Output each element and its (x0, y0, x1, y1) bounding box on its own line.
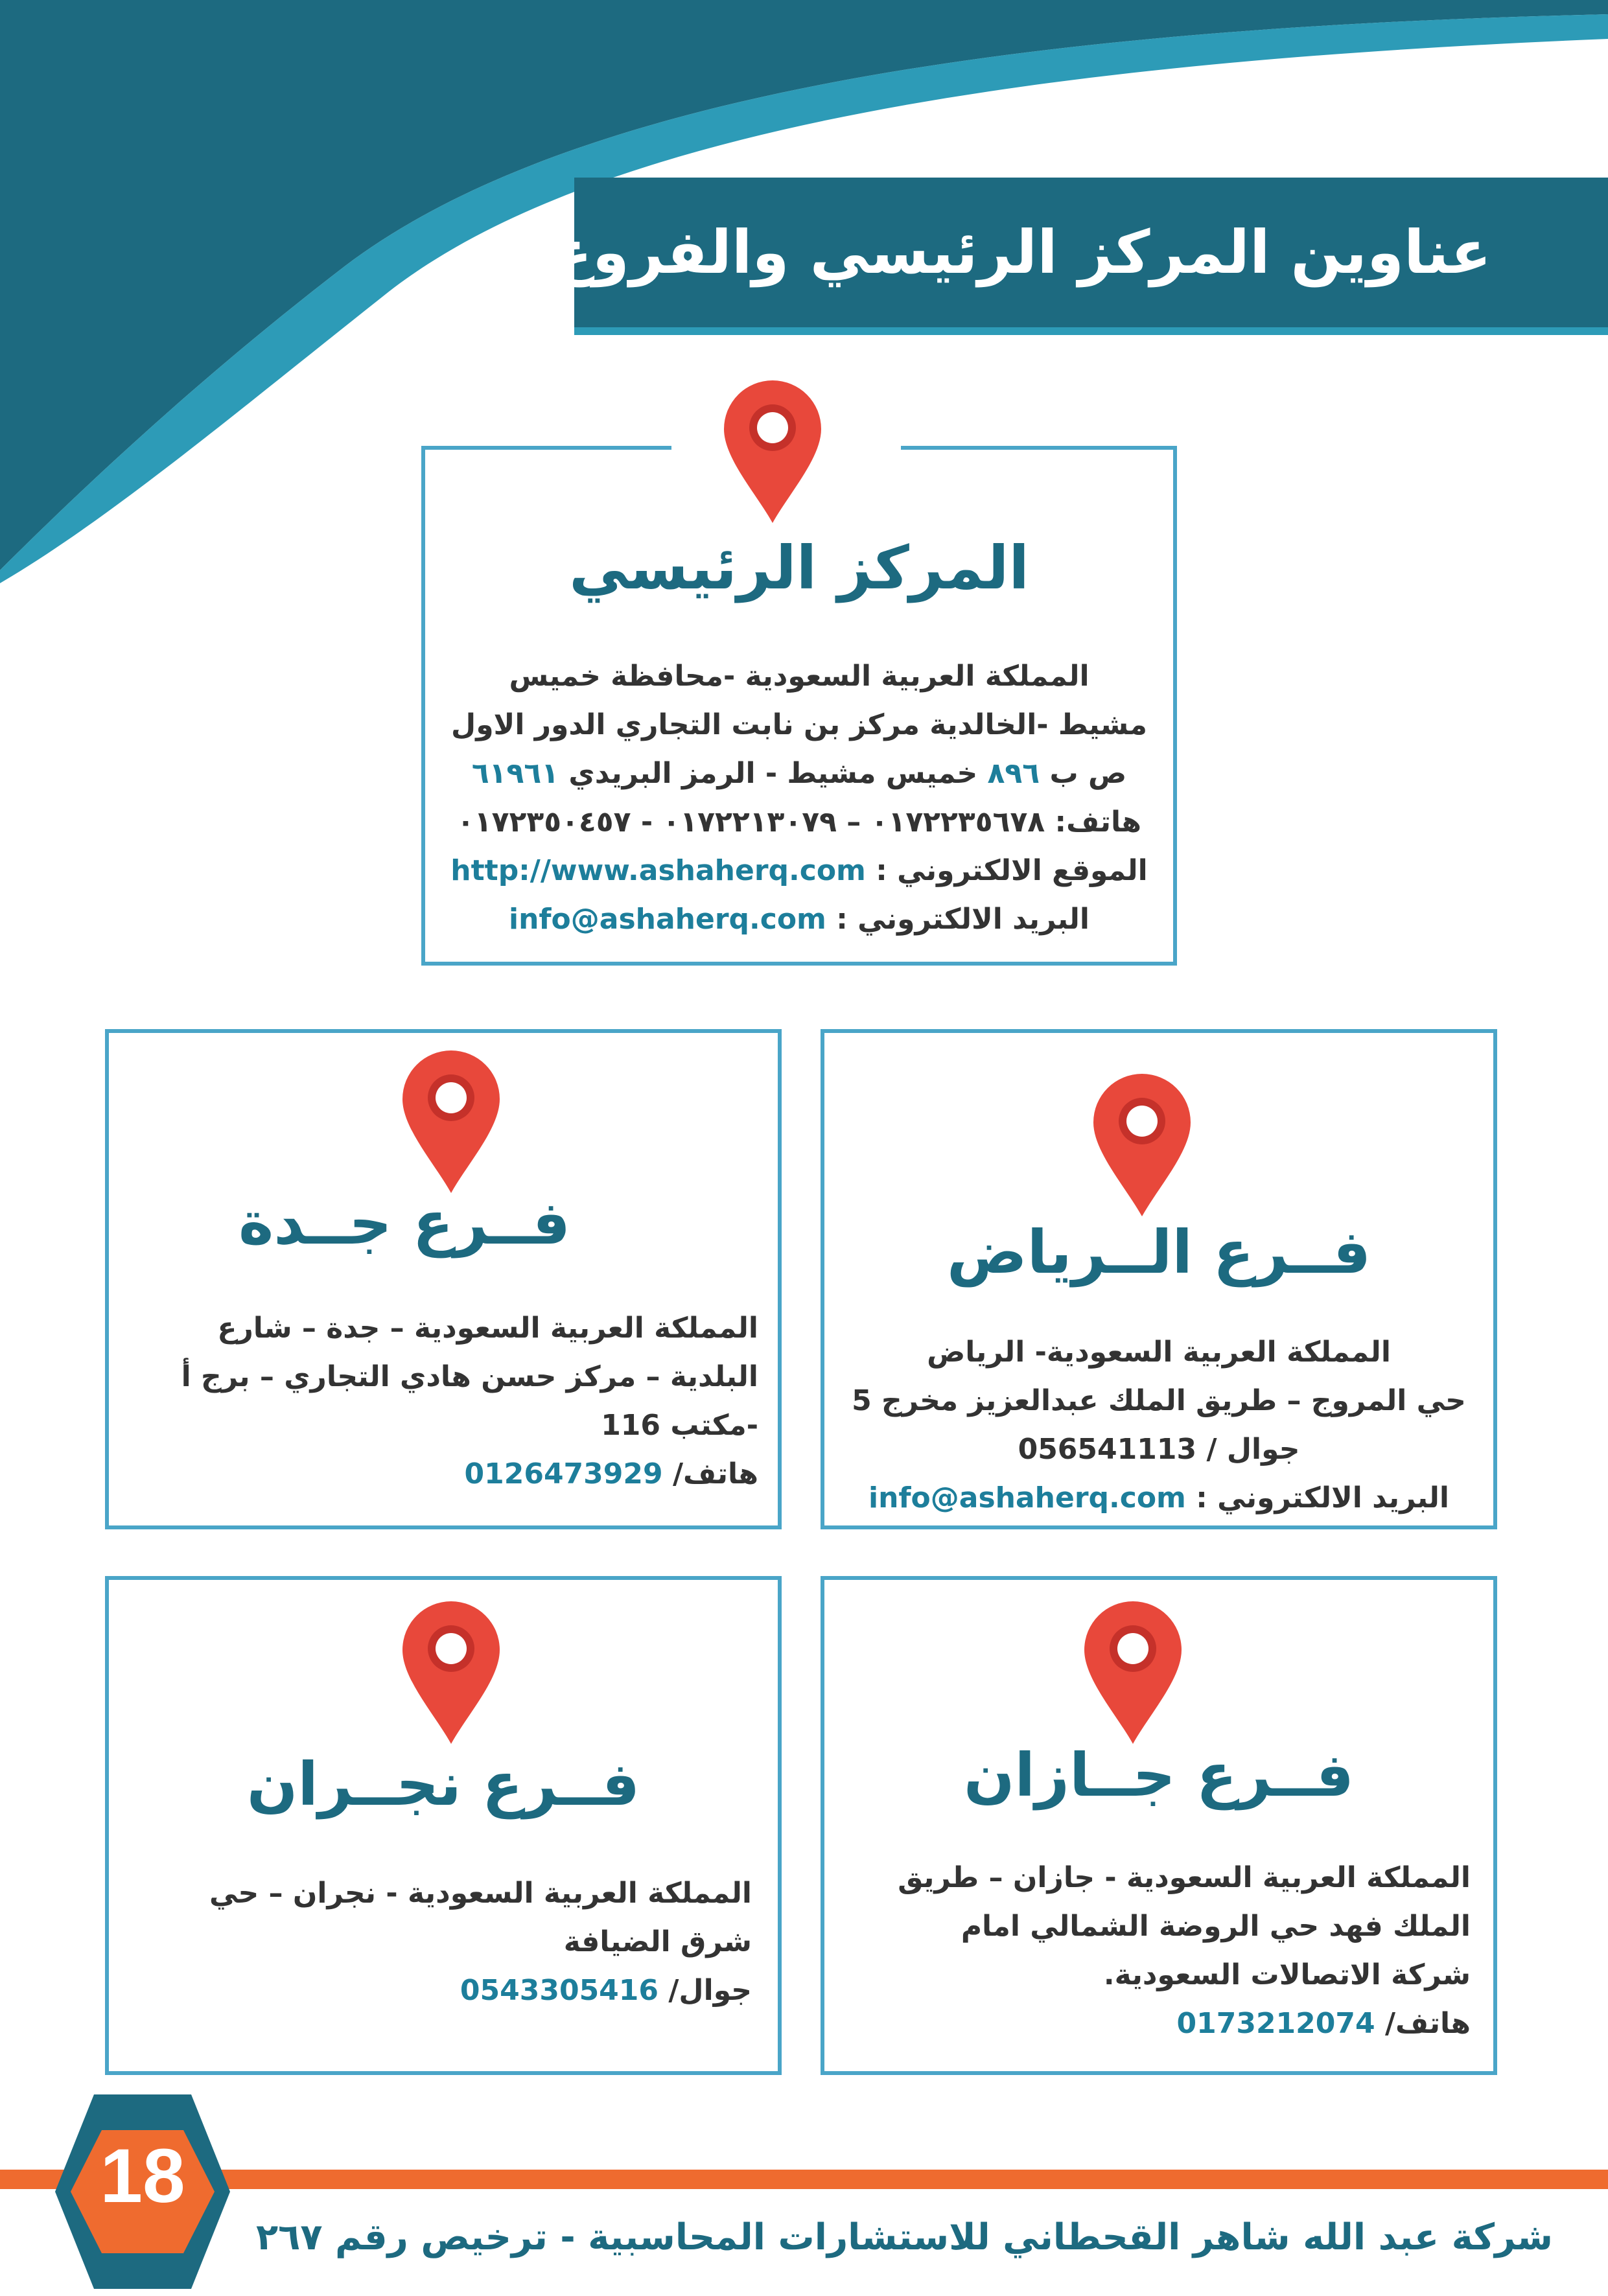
po-city: خميس مشيط - الرمز البريدي (568, 757, 978, 790)
main-office-card (421, 446, 1177, 966)
address-line: شرق الضيافة (563, 1925, 752, 1958)
address-line: البلدية – مركز حسن هادي التجاري – برج أ (181, 1360, 758, 1393)
mobile-line (128, 1966, 752, 2015)
address-line: المملكة العربية السعودية - جازان – طريق (898, 1861, 1471, 1894)
phone-number: 0173212074 (1176, 2007, 1375, 2040)
jazan-branch-card (821, 1576, 1497, 2075)
address-line: -مكتب 116 (601, 1409, 758, 1442)
jeddah-heading: فــرع جــدة (239, 1189, 570, 1258)
address-line: المملكة العربية السعودية -محافظة خميس (509, 660, 1089, 693)
email-link[interactable]: info@ashaherq.com (508, 903, 826, 936)
location-pin-icon (399, 1047, 503, 1193)
mobile-label: جوال / (1206, 1433, 1300, 1466)
jazan-details (844, 1853, 1471, 2048)
address-line: مشيط -الخالدية مركز بن نابت التجاري الدور الاول (451, 708, 1147, 741)
riyadh-details (837, 1328, 1480, 1522)
address-line: الملك فهد حي الروضة الشمالي امام (961, 1910, 1471, 1943)
phone-label: هاتف/ (672, 1457, 758, 1490)
email-line (438, 895, 1160, 944)
main-office-details (438, 652, 1160, 944)
email-label: البريد الالكتروني : (836, 903, 1090, 936)
phone-numbers: ٠١٧٢٢٣٥٦٧٨ – ٠١٧٢٢١٣٠٧٩ - ٠١٧٢٣٥٠٤٥٧ (456, 806, 1045, 839)
phone-label: هاتف/ (1384, 2007, 1471, 2040)
email-line (837, 1474, 1480, 1522)
email-link[interactable]: info@ashaherq.com (868, 1481, 1186, 1514)
riyadh-heading: فــرع الــرياض (946, 1218, 1371, 1287)
location-pin-icon (1090, 1071, 1194, 1216)
phone-line (438, 798, 1160, 846)
website-link[interactable]: http://www.ashaherq.com (450, 854, 866, 887)
address-line: المملكة العربية السعودية - نجران – حي (209, 1877, 752, 1910)
mobile-label: جوال/ (668, 1974, 752, 2007)
location-pin-icon (721, 377, 824, 523)
address-line: المملكة العربية السعودية – جدة – شارع (217, 1312, 758, 1345)
riyadh-branch-card (821, 1029, 1497, 1529)
mobile-number: 0543305416 (460, 1974, 659, 2007)
phone-label: هاتف: (1055, 806, 1142, 839)
phone-line (844, 1999, 1471, 2048)
po-box-line (438, 749, 1160, 798)
postal-code: ٦١٩٦١ (471, 757, 559, 790)
jeddah-branch-card (105, 1029, 782, 1529)
page-title: عناوين المركز الرئيسي والفروع (551, 218, 1491, 287)
po-box-number: ٨٩٦ (987, 757, 1040, 790)
mobile-line (837, 1425, 1480, 1474)
email-label: البريد الالكتروني : (1196, 1481, 1450, 1514)
najran-details (128, 1869, 752, 2015)
address-line: حي المروج – طريق الملك عبدالعزيز مخرج 5 (852, 1384, 1466, 1417)
location-pin-icon (399, 1598, 503, 1744)
jazan-heading: فــرع جــازان (964, 1741, 1354, 1810)
location-pin-icon (1081, 1598, 1185, 1744)
page-title-bar (551, 178, 1608, 335)
address-line: شركة الاتصالات السعودية. (1103, 1958, 1471, 1991)
page-number: 18 (100, 2133, 185, 2219)
mobile-number: 056541113 (1018, 1433, 1197, 1466)
main-office-heading: المركز الرئيسي (569, 533, 1029, 603)
card-top-border-left (425, 446, 671, 450)
card-top-border-right (901, 446, 1173, 450)
website-label: الموقع الالكتروني : (876, 854, 1148, 887)
footer-company-text: شركة عبد الله شاهر القحطاني للاستشارات المحاسبية - ترخيص رقم ٢٦٧ (256, 2216, 1553, 2258)
po-prefix: ص ب (1049, 757, 1127, 790)
phone-number: 0126473929 (464, 1457, 663, 1490)
jeddah-details (128, 1304, 758, 1498)
najran-branch-card (105, 1576, 782, 2075)
website-line (438, 846, 1160, 895)
address-line: المملكة العربية السعودية- الرياض (927, 1336, 1391, 1369)
phone-line (128, 1450, 758, 1498)
najran-heading: فــرع نجــران (246, 1750, 640, 1819)
footer-band (0, 2170, 1608, 2189)
